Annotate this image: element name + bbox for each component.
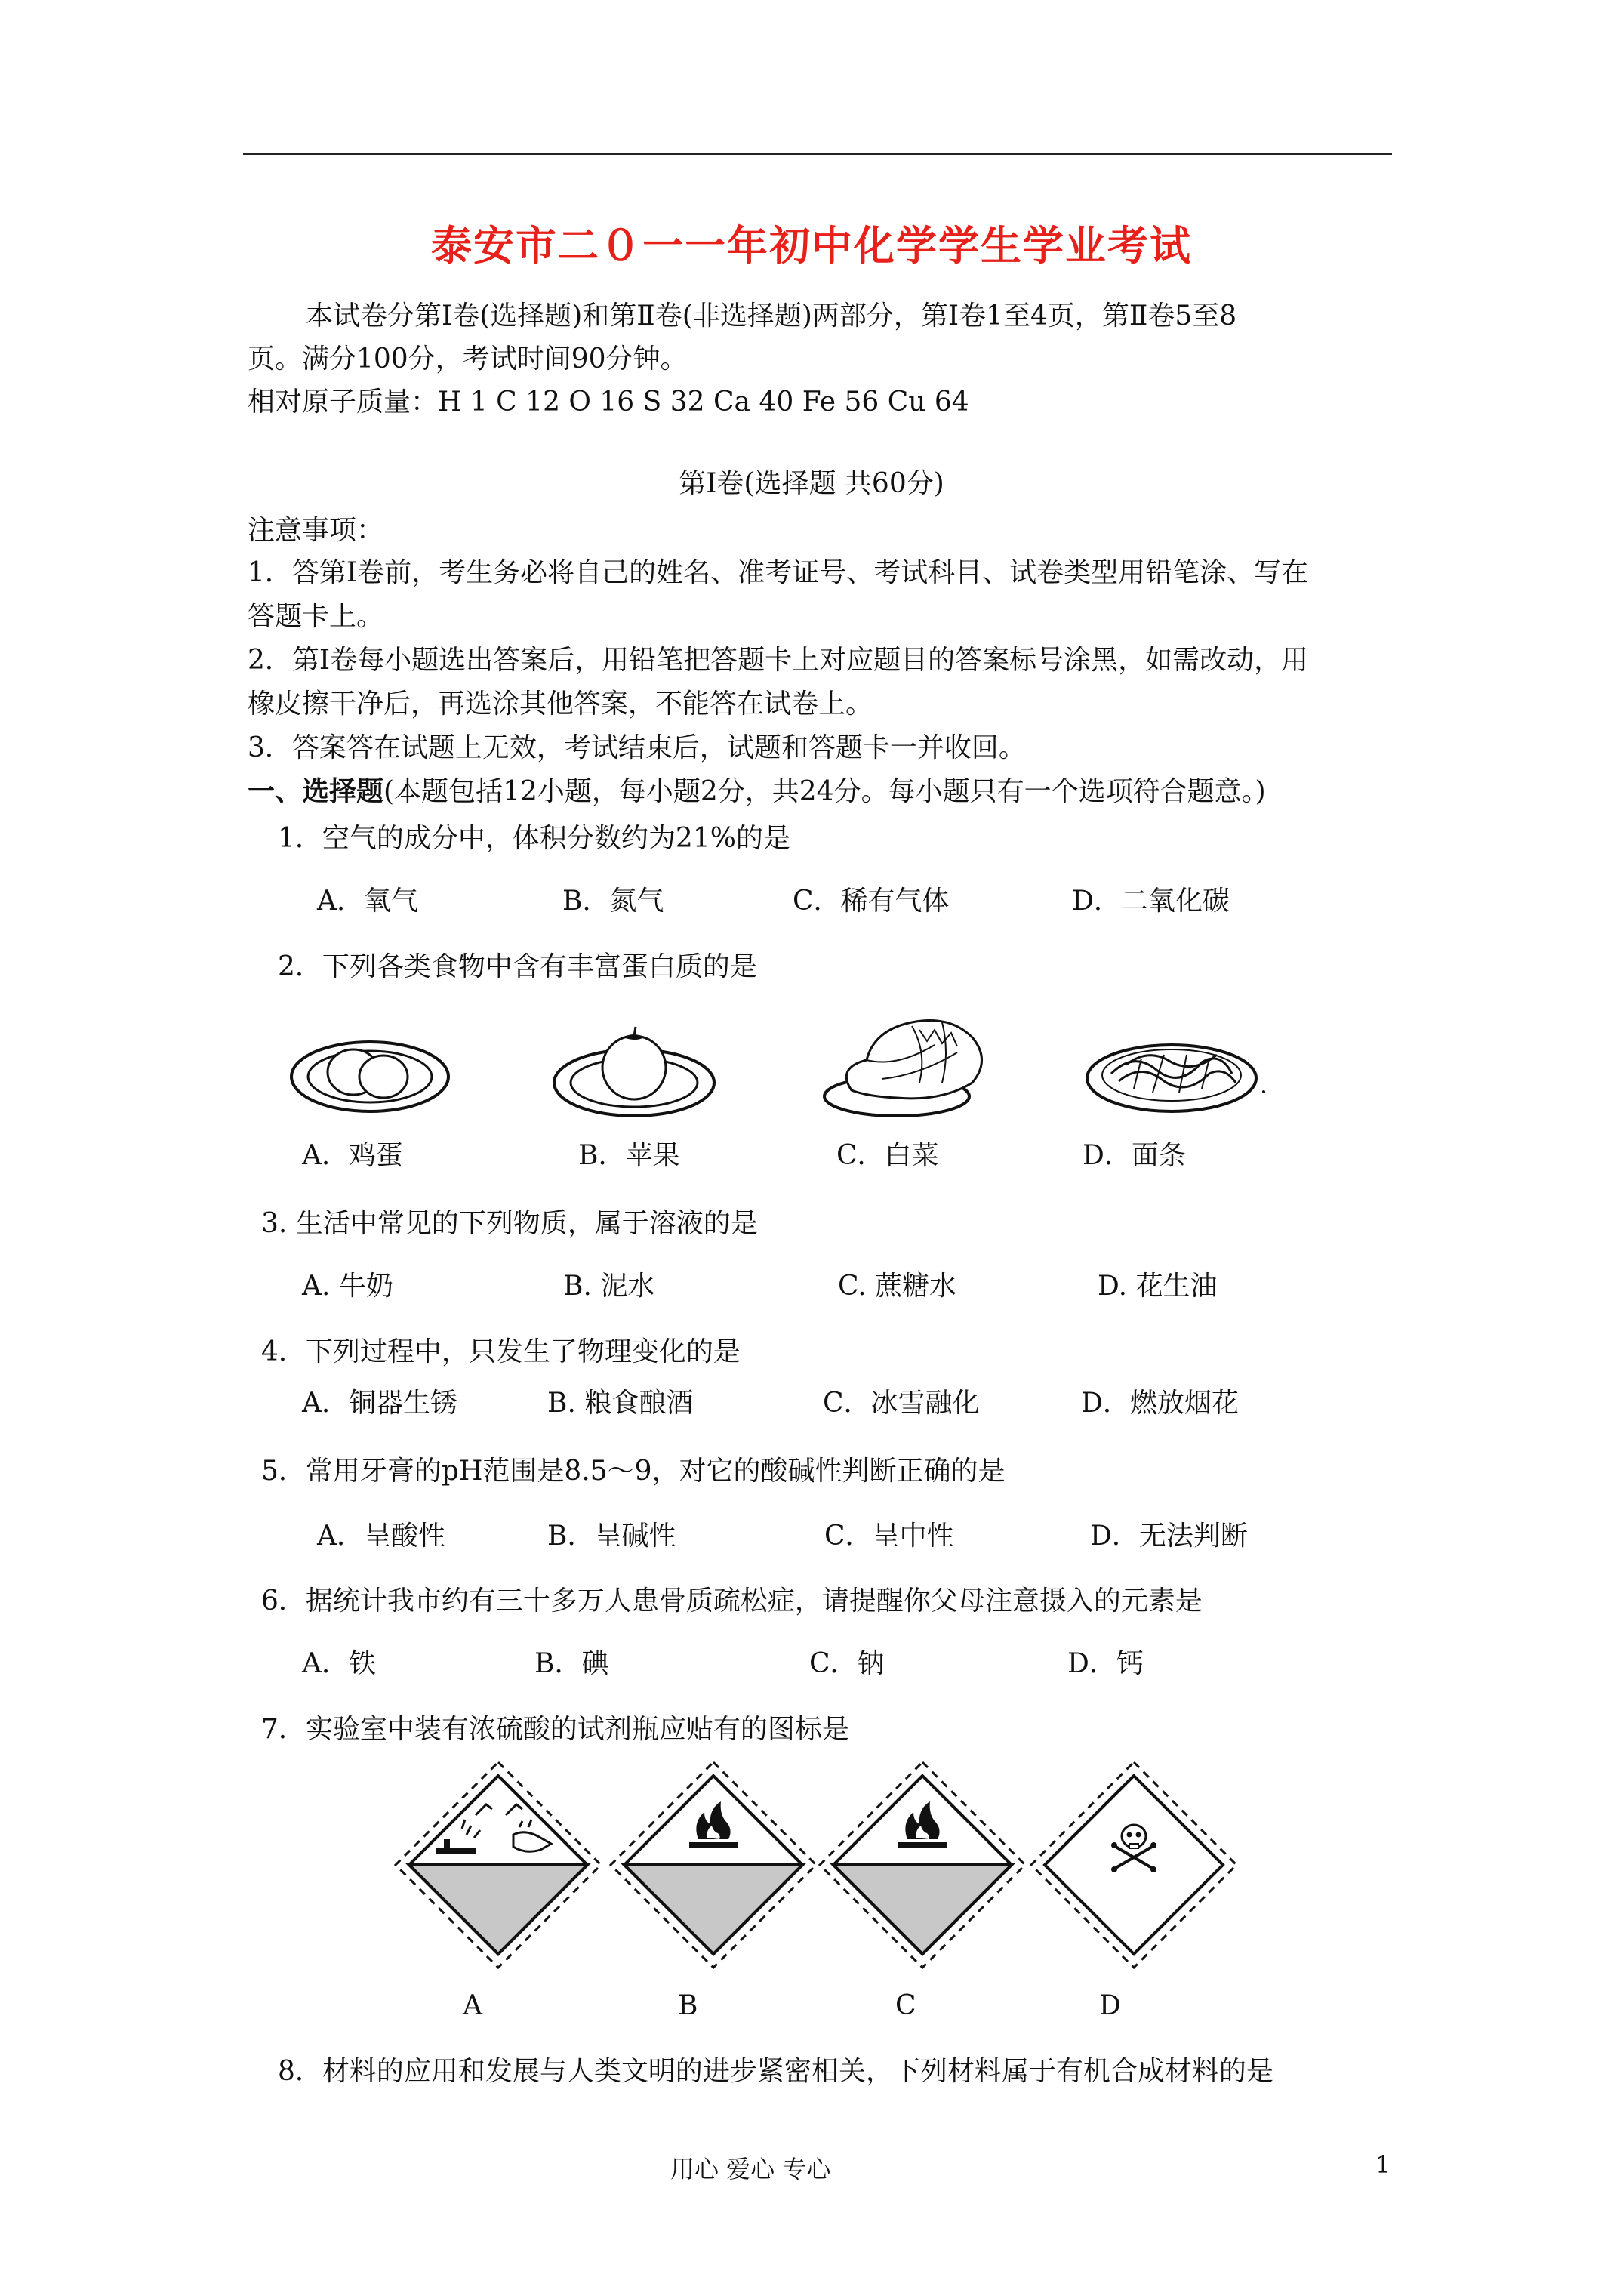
cabbage-plate-picture <box>821 1007 1002 1120</box>
question-1-stem: 1．空气的成分中，体积分数约为21%的是 <box>278 823 790 854</box>
question-7-stem: 7．实验室中装有浓硫酸的试剂瓶应贴有的图标是 <box>261 1714 849 1745</box>
question-2-option-a[interactable]: A．鸡蛋 <box>302 1140 403 1171</box>
question-3-stem: 3. 生活中常见的下列物质，属于溶液的是 <box>261 1208 758 1239</box>
question-1-option-a[interactable]: A．氧气 <box>317 886 418 917</box>
atomic-masses: 相对原子质量：H 1 C 12 O 16 S 32 Ca 40 Fe 56 Cu 64 <box>248 387 969 418</box>
question-5-option-c[interactable]: C．呈中性 <box>824 1521 954 1552</box>
question-1-option-b[interactable]: B．氮气 <box>562 886 664 917</box>
question-5-option-a[interactable]: A．呈酸性 <box>317 1521 445 1552</box>
question-1-option-d[interactable]: D．二氧化碳 <box>1072 886 1230 917</box>
flammable-hazard-icon-c[interactable] <box>817 1759 1028 1971</box>
question-6-option-a[interactable]: A．铁 <box>302 1648 376 1679</box>
footer-slogan: 用心 爱心 专心 <box>670 2155 831 2184</box>
flammable-hazard-icon-b[interactable] <box>608 1759 819 1971</box>
exam-title: 泰安市二０一一年初中化学学生学业考试 <box>431 221 1192 270</box>
question-7-option-b[interactable]: B <box>678 1990 698 2021</box>
question-4-option-a[interactable]: A．铜器生锈 <box>302 1388 457 1419</box>
question-5-option-d[interactable]: D．无法判断 <box>1090 1521 1248 1552</box>
question-2-stem: 2．下列各类食物中含有丰富蛋白质的是 <box>278 951 757 982</box>
note-line-5: 3．答案答在试题上无效，考试结束后，试题和答题卡一并收回。 <box>248 732 1026 763</box>
note-line-2: 答题卡上。 <box>248 601 384 632</box>
question-4-stem: 4．下列过程中，只发生了物理变化的是 <box>261 1336 741 1367</box>
question-2-option-c[interactable]: C．白菜 <box>836 1140 939 1171</box>
page-number: 1 <box>1375 2150 1391 2179</box>
question-6-stem: 6．据统计我市约有三十多万人患骨质疏松症，请提醒你父母注意摄入的元素是 <box>261 1586 1203 1616</box>
apple-plate-picture <box>547 1024 721 1118</box>
question-1-option-c[interactable]: C．稀有气体 <box>793 886 950 917</box>
question-7-option-d[interactable]: D <box>1099 1990 1121 2021</box>
note-line-3: 2．第Ⅰ卷每小题选出答案后，用铅笔把答题卡上对应题目的答案标号涂黑，如需改动，用 <box>248 645 1309 676</box>
question-5-stem: 5．常用牙膏的pH范围是8.5～9，对它的酸碱性判断正确的是 <box>261 1456 1006 1487</box>
noodles-plate-picture <box>1081 1028 1270 1119</box>
note-line-1: 1．答第Ⅰ卷前，考生务必将自己的姓名、准考证号、考试科目、试卷类型用铅笔涂、写在 <box>248 557 1309 588</box>
question-3-option-c[interactable]: C. 蔗糖水 <box>838 1271 957 1302</box>
question-6-option-b[interactable]: B．碘 <box>534 1648 609 1679</box>
question-5-option-b[interactable]: B．呈碱性 <box>547 1521 676 1552</box>
question-7-option-c[interactable]: C <box>895 1990 916 2021</box>
corrosive-hazard-icon[interactable] <box>393 1759 604 1971</box>
intro-line-2: 页。满分100分，考试时间90分钟。 <box>248 344 688 374</box>
question-2-option-d[interactable]: D．面条 <box>1083 1140 1186 1171</box>
section-label: 一、选择题 <box>248 775 384 807</box>
question-6-option-d[interactable]: D．钙 <box>1067 1648 1144 1679</box>
question-3-option-d[interactable]: D. 花生油 <box>1098 1271 1218 1302</box>
question-2-option-b[interactable]: B．苹果 <box>578 1140 680 1171</box>
section-desc: (本题包括12小题，每小题2分，共24分。每小题只有一个选项符合题意。) <box>383 776 1266 807</box>
question-7-option-a[interactable]: A <box>463 1990 482 2021</box>
note-line-4: 橡皮擦干净后，再选涂其他答案，不能答在试卷上。 <box>248 689 873 720</box>
section-header <box>248 770 1266 809</box>
question-6-option-c[interactable]: C．钠 <box>809 1648 885 1679</box>
egg-plate-picture <box>287 1033 453 1116</box>
question-4-option-d[interactable]: D．燃放烟花 <box>1081 1388 1239 1419</box>
intro-line-1: 本试卷分第Ⅰ卷(选择题)和第Ⅱ卷(非选择题)两部分，第Ⅰ卷1至4页，第Ⅱ卷5至8 <box>306 300 1237 331</box>
question-3-option-a[interactable]: A. 牛奶 <box>302 1271 393 1302</box>
header-rule <box>243 153 1392 155</box>
notes-title: 注意事项： <box>248 515 384 546</box>
question-3-option-b[interactable]: B. 泥水 <box>563 1271 655 1302</box>
toxic-hazard-icon[interactable] <box>1028 1759 1240 1971</box>
question-4-option-c[interactable]: C．冰雪融化 <box>823 1388 980 1419</box>
question-8-stem: 8．材料的应用和发展与人类文明的进步紧密相关，下列材料属于有机合成材料的是 <box>278 2056 1273 2087</box>
question-4-option-b[interactable]: B. 粮食酿酒 <box>547 1388 694 1419</box>
part1-heading: 第Ⅰ卷(选择题 共60分) <box>679 468 944 499</box>
